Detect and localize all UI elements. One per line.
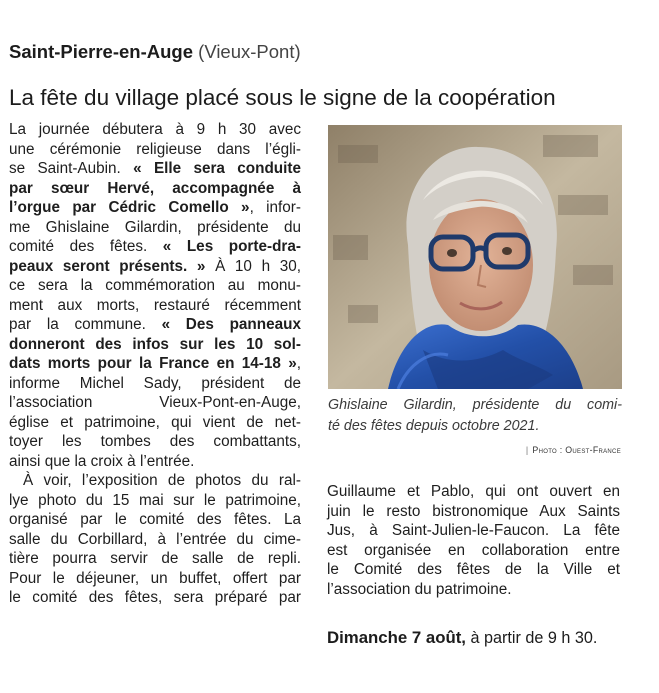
body-line: [9, 140, 301, 160]
portrait-illustration: [328, 125, 622, 389]
body-text: le Comité des fêtes de la Ville et: [327, 561, 620, 578]
body-line: [9, 588, 301, 608]
body-text: , infor-: [249, 199, 301, 216]
body-line: [327, 541, 620, 561]
quote-text: l’orgue par Cédric Comello »: [9, 199, 250, 216]
body-line: [9, 179, 301, 199]
body-text: le comité des fêtes, sera préparé par: [9, 589, 301, 606]
credit-bar: |: [525, 445, 529, 455]
body-line: [9, 354, 301, 374]
body-text: une cérémonie religieuse dans l’égli-: [9, 140, 301, 158]
body-line: [9, 159, 301, 179]
portrait-photo: [328, 125, 622, 389]
body-line: [9, 452, 301, 472]
body-line: [327, 502, 620, 522]
body-line: [9, 315, 301, 335]
body-line: [327, 560, 620, 580]
body-text: par la commune.: [9, 316, 162, 333]
body-text: l’association du patrimoine.: [327, 580, 512, 598]
body-line: [9, 198, 301, 218]
caption-line: Ghislaine Gilardin, présidente du comi-: [328, 397, 622, 413]
body-text: ,: [296, 355, 301, 372]
body-line: [9, 374, 301, 394]
body-text: comité des fêtes.: [9, 238, 163, 255]
body-line: [9, 549, 301, 569]
body-line: [327, 482, 620, 502]
body-text: ce sera la commémoration au monu-: [9, 277, 301, 294]
body-line: [9, 120, 301, 140]
location-detail: (Vieux-Pont): [198, 41, 301, 62]
body-column-2: [327, 482, 620, 599]
quote-text: par sœur Hervé, accompagnée à: [9, 179, 301, 197]
credit-text: Photo : Ouest-France: [532, 445, 621, 455]
body-text: église et patrimoine, qui vient de net-: [9, 413, 301, 431]
quote-text: peaux seront présents. »: [9, 257, 206, 275]
body-text: salle du Corbillard, à l’entrée du cime-: [9, 530, 301, 548]
body-line: [9, 276, 301, 296]
body-line: [9, 257, 301, 277]
body-line: [9, 491, 301, 511]
body-text: est organisée en collaboration entre: [327, 541, 620, 559]
body-line: [9, 413, 301, 433]
body-line: [9, 335, 301, 355]
body-line: [327, 521, 620, 541]
body-text: informe Michel Sady, président de: [9, 374, 301, 392]
body-line: [9, 296, 301, 316]
body-text: Pour le déjeuner, un buffet, offert par: [9, 569, 301, 587]
photo-caption: [328, 395, 622, 436]
body-text: À voir, l’exposition de photos du ral-: [23, 472, 301, 489]
quote-text: « Les porte-dra-: [162, 238, 301, 255]
caption-line: té des fêtes depuis octobre 2021.: [328, 417, 540, 434]
body-line: [9, 393, 301, 413]
body-text: Jus, à Saint-Julien-le-Faucon. La fête: [327, 522, 620, 539]
body-text: tière pourra servir de salle de repli.: [9, 550, 301, 567]
body-text: se Saint-Aubin.: [9, 160, 134, 177]
body-line: [9, 530, 301, 550]
body-line: [9, 510, 301, 530]
event-date-bold: Dimanche 7 août,: [327, 628, 466, 647]
event-date-rest: à partir de 9 h 30.: [465, 629, 598, 647]
quote-text: dats morts pour la France en 14-18 »: [9, 355, 297, 372]
headline: La fête du village placé sous le signe de la coopération: [9, 85, 556, 110]
body-line: [327, 580, 620, 600]
body-column-1: [9, 120, 301, 608]
location-name: Saint-Pierre-en-Auge: [9, 41, 194, 62]
body-text: ainsi que la croix à l’entrée.: [9, 452, 195, 470]
body-text: organisé par le comité des fêtes. La: [9, 511, 301, 528]
body-text: juin le resto bistronomique Aux Saints: [327, 502, 620, 520]
body-text: À 10 h 30,: [205, 257, 301, 275]
body-text: me Ghislaine Gilardin, présidente du: [9, 218, 301, 236]
quote-text: « Des panneaux: [161, 316, 301, 333]
body-text: Guillaume et Pablo, qui ont ouvert en: [327, 483, 620, 500]
body-line: [9, 569, 301, 589]
body-line: [9, 471, 301, 491]
article-kicker: [9, 41, 301, 63]
quote-text: « Elle sera conduite: [133, 160, 301, 177]
event-date: [327, 628, 620, 648]
body-line: [9, 237, 301, 257]
body-text: toyer les tombes des combattants,: [9, 433, 301, 450]
photo-credit: [526, 445, 621, 455]
quote-text: donneront des infos sur les 10 sol-: [9, 335, 301, 353]
body-line: [9, 432, 301, 452]
body-text: La journée débutera à 9 h 30 avec: [9, 121, 301, 138]
body-text: ment aux morts, restauré récemment: [9, 296, 301, 314]
body-text: lye photo du 15 mai sur le patrimoine,: [9, 491, 301, 509]
body-line: [9, 218, 301, 238]
body-text: l’association Vieux-Pont-en-Auge,: [9, 394, 301, 411]
